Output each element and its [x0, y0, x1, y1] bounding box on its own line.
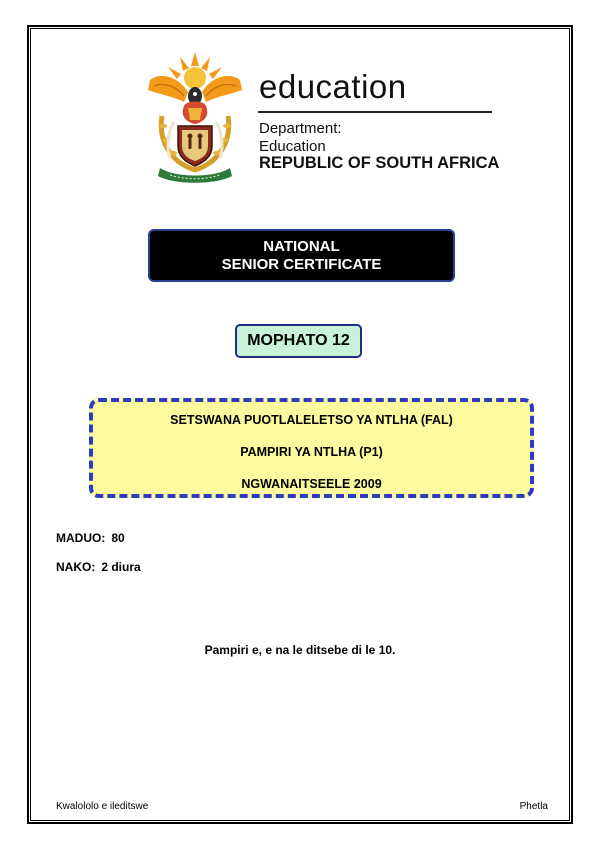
brand-wordmark: education [259, 68, 407, 105]
grade-badge: MOPHATO 12 [235, 324, 362, 358]
certificate-line-2: SENIOR CERTIFICATE [221, 256, 382, 273]
time-value: 2 diura [101, 560, 141, 574]
footer-turn-over: Phetla [519, 801, 548, 812]
marks-value: 80 [111, 531, 125, 545]
brand-divider [258, 111, 492, 113]
department-label: Department: [259, 120, 342, 137]
department-name: Education [259, 138, 326, 155]
subject-box [89, 398, 534, 498]
footer-copyright: Kwalololo e ileditswe [56, 801, 149, 812]
page-count-note: Pampiri e, e na le ditsebe di le 10. [204, 643, 396, 657]
country-name: REPUBLIC OF SOUTH AFRICA [259, 154, 500, 172]
marks-label: MADUO: [56, 531, 106, 545]
time-row [56, 560, 141, 574]
time-label: NAKO: [56, 560, 96, 574]
subject-title: SETSWANA PUOTLALELETSO YA NTLHA (FAL) [170, 413, 453, 427]
exam-session: NGWANAITSEELE 2009 [241, 477, 382, 491]
paper-number: PAMPIRI YA NTLHA (P1) [240, 445, 383, 459]
coat-of-arms-icon [140, 50, 250, 185]
certificate-line-1: NATIONAL [263, 238, 340, 255]
marks-row [56, 531, 125, 545]
certificate-banner [148, 229, 455, 282]
